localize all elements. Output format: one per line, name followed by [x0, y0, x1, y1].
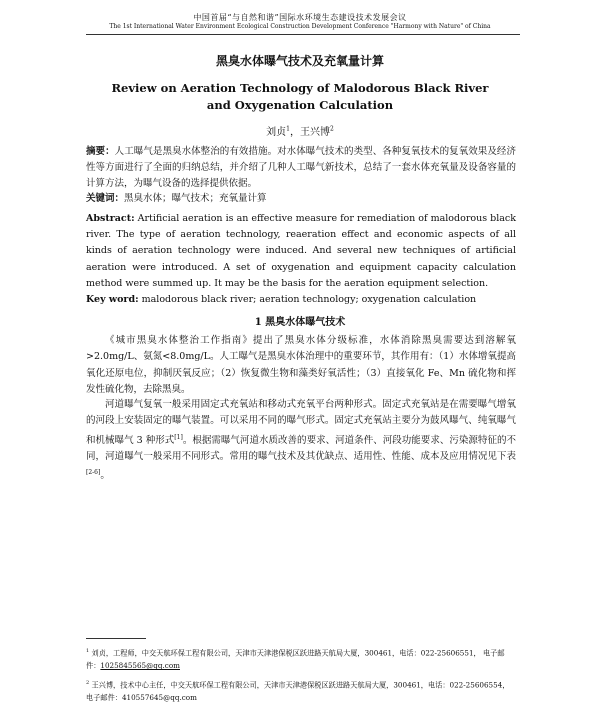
keywords-cn-text: 黑臭水体；曝气技术；充氧量计算 [124, 193, 267, 204]
keywords-cn-label: 关键词： [86, 193, 125, 204]
abstract-en-label: Abstract: [86, 213, 135, 224]
author-separator: ， [290, 127, 300, 138]
citation-ref-2: [2-6] [86, 469, 101, 477]
footnote-1-email-link[interactable]: 1025845565@qq.com [100, 661, 180, 671]
author-1-affil: 1 [286, 125, 290, 133]
author-2: 王兴博 [300, 127, 330, 138]
section-1-paragraph-1: 《城市黑臭水体整治工作指南》提出了黑臭水体分级标准，水体消除黑臭需要达到溶解氧>2.0mg/L、氨氮<8.0mg/L。人工曝气是黑臭水体治理中的重要环节，其作用有：（1）水体增氧提高氧化还原电位，抑制厌氧反应；（2）恢复微生物和藻类好氧活性；（3）直接氧化 Fe、Mn 硫化物和挥发性硫化物，去除黑臭。 [86, 335, 516, 395]
author-2-affil: 2 [330, 125, 334, 133]
citation-ref-1: [1] [174, 433, 183, 441]
p2-text-c: 。 [100, 470, 110, 482]
header-rule [86, 34, 520, 35]
conference-header-en: The 1st International Water Environment Ecological Construction Development Conference "Harmony with Nature" of China [109, 23, 491, 30]
abstract-en-text: Artificial aeration is an effective measure for remediation of malodorous black river. The type of aeration technology, reaeration effect and economic aspects of all kinds of aeration technology were induced. And several new techniques of artificial aeration were introduced. A set of oxygenation and equipment capacity calculation method were summed up. It may be the basis for the aeration equipment selection. [86, 213, 516, 289]
footnote-2-text: 王兴博，技术中心主任，中交天航环保工程有限公司，天津市天津港保税区跃进路天航局大厦，300461，电话：022-25606554， 电子邮件： [86, 680, 510, 703]
abstract-en [86, 211, 516, 292]
keywords-en-text: malodorous black river; aeration technology; oxygenation calculation [138, 294, 477, 305]
footnote-2-email: 410557645@qq.com [121, 693, 197, 703]
p2-text-b: 。根据需曝气河道水质改善的要求、河道条件、河段功能要求、污染源特征的不同，河道曝气一般采用不同形式。常用的曝气技术及其优缺点、适用性、性能、成本及应用情况见下表 [86, 434, 516, 463]
footnote-1 [86, 645, 516, 672]
abstract-cn-text: 人工曝气是黑臭水体整治的有效措施。对水体曝气技术的类型、各种复氧技术的复氧效果及经济性等方面进行了全面的归纳总结，并介绍了几种人工曝气新技术，总结了一套水体充氧量及设备容量的计算方法，为曝气设备的选择提供依据。 [86, 146, 516, 189]
footnote-2 [86, 677, 516, 704]
keywords-en-label: Key word: [86, 294, 139, 305]
section-1-paragraph-2 [86, 397, 516, 485]
p2-text-a: 河道曝气复氧一般采用固定式充氧站和移动式充氧平台两种形式。固定式充氧站是在需要曝气增氧的河段上安装固定的曝气装置。可以采用不同的曝气形式。固定式充氧站主要分为鼓风曝气、纯氧曝气和机械曝气 3 种形式 [86, 399, 516, 446]
footnote-1-marker: 1 [86, 648, 90, 654]
footnote-rule [86, 638, 146, 639]
title-cn: 黑臭水体曝气技术及充氧量计算 [215, 54, 384, 68]
authors [0, 123, 600, 138]
author-1: 刘贞 [266, 127, 287, 138]
keywords-cn [86, 191, 516, 207]
section-1-title: 1 黑臭水体曝气技术 [254, 317, 346, 328]
title-en: Review on Aeration Technology of Malodorous Black River and Oxygenation Calculation [111, 81, 489, 112]
abstract-cn-label: 摘要： [86, 146, 115, 157]
abstract-cn [86, 144, 516, 192]
footnote-2-marker: 2 [86, 680, 90, 686]
footnote-1-text: 刘贞，工程师，中交天航环保工程有限公司，天津市天津港保税区跃进路天航局大厦，300461，电话：022-25606551， 电子邮件： [86, 648, 505, 671]
conference-header-cn: 中国首届“与自然和谐”国际水环境生态建设技术发展会议 [193, 13, 407, 22]
keywords-en [86, 292, 516, 308]
